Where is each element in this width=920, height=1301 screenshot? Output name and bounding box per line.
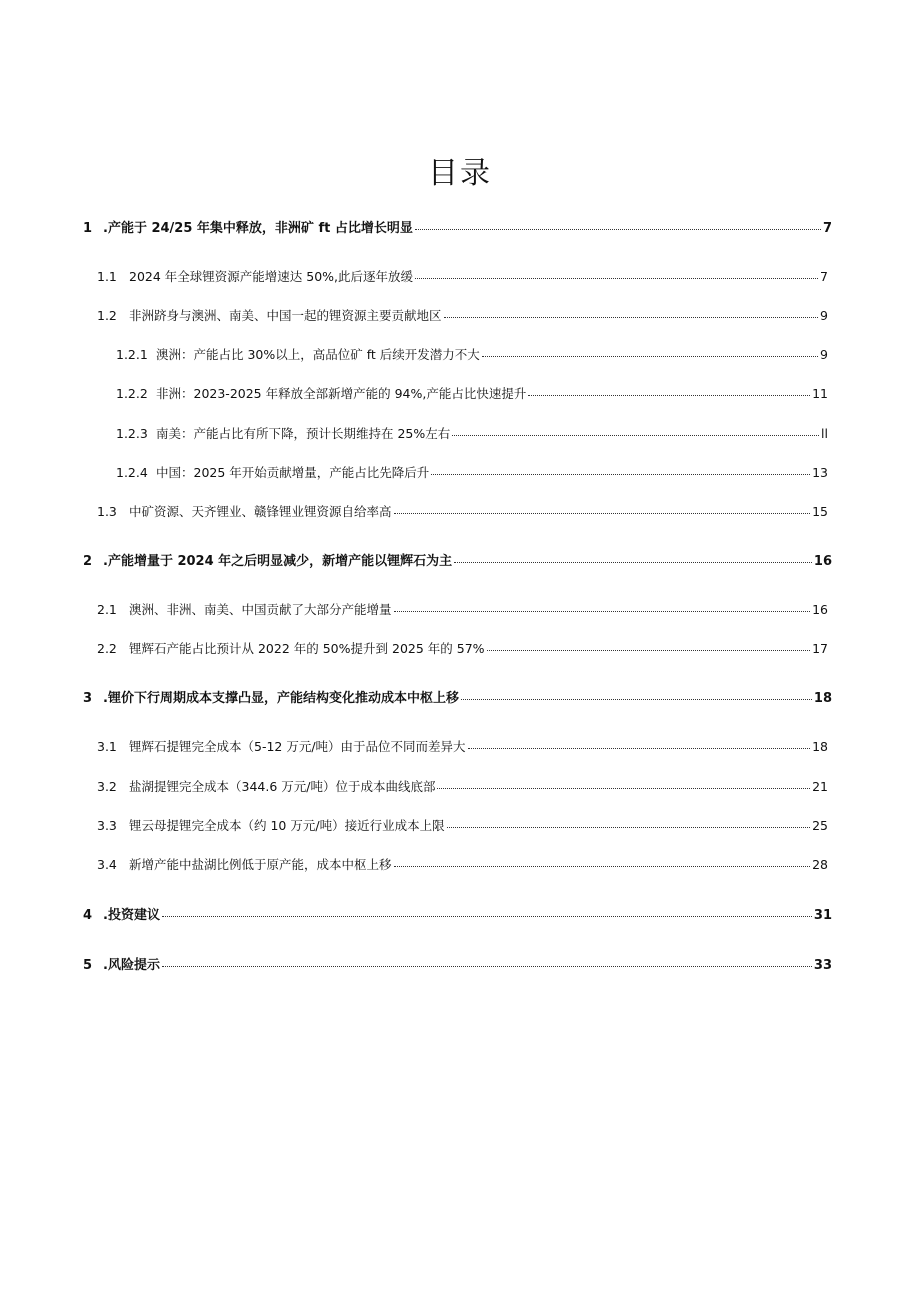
toc-entry-3-1[interactable] — [97, 737, 828, 756]
toc-entry-page: 9 — [820, 347, 828, 362]
page-title: 目录 — [428, 156, 492, 191]
dot-leader — [437, 777, 810, 791]
toc-entry-number: 1.2.3 — [116, 426, 148, 441]
toc-entry-2-1[interactable] — [97, 600, 828, 619]
toc-entry-page: 7 — [822, 221, 832, 236]
toc-entry-number: 1 — [83, 221, 93, 236]
toc-entry-text: 锂云母提锂完全成本（约 10 万元/吨）接近行业成本上限 — [129, 818, 445, 833]
dot-leader — [444, 306, 819, 320]
toc-entry-3[interactable] — [83, 688, 832, 708]
dot-leader — [415, 267, 818, 281]
toc-entry-number: 3.2 — [97, 779, 117, 794]
toc-entry-number: 1.2.4 — [116, 465, 148, 480]
dot-leader — [468, 737, 811, 751]
toc-entry-text: 2024 年全球锂资源产能增速达 50%,此后逐年放缓 — [129, 269, 414, 284]
toc-entry-2[interactable] — [83, 551, 832, 571]
toc-entry-page: 33 — [813, 958, 832, 973]
dot-leader — [394, 855, 811, 869]
toc-entry-number: 1.2.1 — [116, 347, 148, 362]
toc-entry-2-2[interactable] — [97, 639, 828, 658]
toc-entry-1-2[interactable] — [97, 306, 828, 325]
toc-entry-page: 18 — [813, 691, 832, 706]
toc-entry-page: 28 — [812, 857, 828, 872]
toc-entry-1[interactable] — [83, 218, 832, 238]
toc-entry-number: 3.1 — [97, 739, 117, 754]
dot-leader — [528, 384, 810, 398]
toc-entry-text: 澳洲、非洲、南美、中国贡献了大部分产能增量 — [129, 602, 392, 617]
dot-leader — [461, 688, 812, 702]
toc-entry-page: 17 — [812, 641, 828, 656]
toc-entry-3-4[interactable] — [97, 855, 828, 874]
toc-entry-text: 澳洲：产能占比 30%以上，高品位矿 ft 后续开发潜力不大 — [156, 347, 480, 362]
dot-leader — [482, 345, 818, 359]
toc-entry-text: .锂价下行周期成本支撑凸显，产能结构变化推动成本中枢上移 — [103, 691, 459, 706]
toc-entry-number: 3 — [83, 691, 93, 706]
dot-leader — [454, 551, 812, 565]
toc-entry-text: .投资建议 — [103, 908, 160, 923]
toc-entry-text: 锂辉石提锂完全成本（5-12 万元/吨）由于品位不同而差异大 — [129, 739, 466, 754]
toc-entry-number: 2 — [83, 554, 93, 569]
dot-leader — [431, 463, 810, 477]
dot-leader — [487, 639, 811, 653]
toc-entry-page: 18 — [812, 739, 828, 754]
toc-entry-number: 2.1 — [97, 602, 117, 617]
toc-entry-text: .产能增量于 2024 年之后明显减少，新增产能以锂辉石为主 — [103, 554, 453, 569]
dot-leader — [452, 424, 819, 438]
toc-entry-1-2-3[interactable] — [116, 424, 828, 443]
dot-leader — [394, 502, 811, 516]
toc-entry-4[interactable] — [83, 905, 832, 925]
toc-entry-page: 15 — [812, 504, 828, 519]
toc-entry-number: 3.3 — [97, 818, 117, 833]
toc-entry-number: 5 — [83, 958, 93, 973]
dot-leader — [162, 955, 812, 969]
toc-entry-number: 1.3 — [97, 504, 117, 519]
toc-entry-text: 非洲跻身与澳洲、南美、中国一起的锂资源主要贡献地区 — [129, 308, 442, 323]
toc-entry-page: ll — [821, 426, 828, 441]
dot-leader — [447, 816, 811, 830]
toc-entry-text: 中国：2025 年开始贡献增量，产能占比先降后升 — [156, 465, 430, 480]
toc-entry-number: 1.2.2 — [116, 386, 148, 401]
toc-entry-page: 25 — [812, 818, 828, 833]
toc-entry-text: .产能于 24/25 年集中释放，非洲矿 ft 占比增长明显 — [103, 221, 413, 236]
toc-entry-page: 11 — [812, 386, 828, 401]
toc-entry-1-3[interactable] — [97, 502, 828, 521]
toc-entry-text: 盐湖提锂完全成本（344.6 万元/吨）位于成本曲线底部 — [129, 779, 436, 794]
toc-entry-text: 中矿资源、天齐锂业、赣锋锂业锂资源自给率高 — [129, 504, 392, 519]
toc-entry-5[interactable] — [83, 955, 832, 975]
toc-entry-number: 2.2 — [97, 641, 117, 656]
toc-entry-1-2-2[interactable] — [116, 384, 828, 403]
toc-entry-page: 31 — [813, 908, 832, 923]
toc-entry-text: 非洲：2023-2025 年释放全部新增产能的 94%,产能占比快速提升 — [156, 386, 527, 401]
toc-entry-3-3[interactable] — [97, 816, 828, 835]
dot-leader — [394, 600, 811, 614]
toc-entry-page: 13 — [812, 465, 828, 480]
toc-entry-number: 1.2 — [97, 308, 117, 323]
toc-entry-text: 南美：产能占比有所下降，预计长期维持在 25%左右 — [156, 426, 451, 441]
toc-entry-page: 7 — [820, 269, 828, 284]
toc-entry-number: 1.1 — [97, 269, 117, 284]
toc-entry-1-2-4[interactable] — [116, 463, 828, 482]
toc-entry-page: 21 — [812, 779, 828, 794]
dot-leader — [162, 905, 812, 919]
dot-leader — [415, 218, 821, 232]
toc-entry-text: 锂辉石产能占比预计从 2022 年的 50%提升到 2025 年的 57% — [129, 641, 485, 656]
toc-entry-text: 新增产能中盐湖比例低于原产能，成本中枢上移 — [129, 857, 392, 872]
toc-entry-text: .风险提示 — [103, 958, 160, 973]
toc-entry-number: 3.4 — [97, 857, 117, 872]
toc-entry-page: 16 — [812, 602, 828, 617]
toc-entry-3-2[interactable] — [97, 777, 828, 796]
toc-entry-number: 4 — [83, 908, 93, 923]
toc-entry-1-1[interactable] — [97, 267, 828, 286]
toc-entry-page: 16 — [813, 554, 832, 569]
toc-entry-page: 9 — [820, 308, 828, 323]
toc-entry-1-2-1[interactable] — [116, 345, 828, 364]
